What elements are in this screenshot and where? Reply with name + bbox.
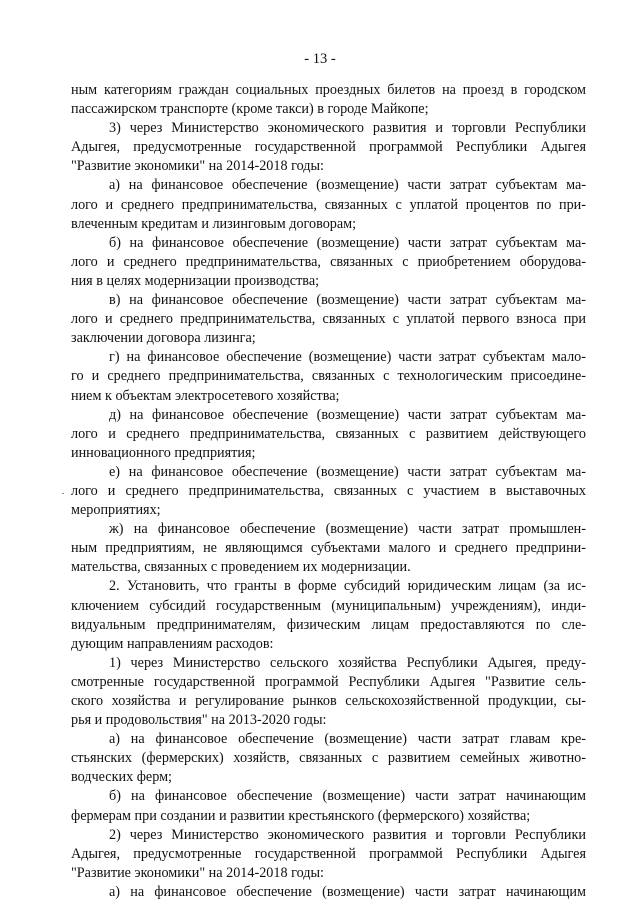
text-line: б) на финансовое обеспечение (возмещение) части затрат начинающим [109, 788, 586, 805]
text-line: ния в целях модернизации производства; [71, 272, 320, 289]
text-line: лого и среднего предпринимательства, связанных с участием в выставочных [71, 482, 586, 499]
text-line: в) на финансовое обеспечение (возмещение) части затрат субъектам ма- [109, 292, 586, 309]
text-line: видуальным предпринимателям, физическим лицам предоставляются по сле- [71, 616, 586, 633]
text-line: "Развитие экономики" на 2014-2018 годы: [71, 158, 324, 175]
text-line: ным категориям граждан социальных проездных билетов на проезд в городском [71, 82, 586, 98]
text-line: Адыгея, предусмотренные государственной программой Республики Адыгея [71, 845, 586, 862]
text-line: го и среднего предпринимательства, связанных с технологическим присоедине- [71, 368, 586, 385]
text-line: ным предприятиям, не являющимся субъектами малого и среднего предприни- [71, 540, 586, 557]
text-line: ж) на финансовое обеспечение (возмещение) части затрат промышлен- [109, 521, 586, 538]
text-line: лого и среднего предпринимательства, связанных с уплатой процентов по при- [71, 196, 586, 213]
text-line: дующим направлениям расходов: [71, 635, 274, 652]
text-line: заключении договора лизинга; [71, 330, 256, 347]
text-line: 1) через Министерство сельского хозяйства Республики Адыгея, преду- [109, 654, 586, 671]
text-line: влеченным кредитам и лизинговым договорам; [71, 215, 357, 232]
text-line: Адыгея, предусмотренные государственной программой Республики Адыгея [71, 139, 586, 156]
text-line: лого и среднего предпринимательства, связанных с уплатой первого взноса при [71, 311, 586, 328]
text-line: е) на финансовое обеспечение (возмещение) части затрат субъектам ма- [109, 463, 586, 480]
margin-mark [62, 493, 64, 494]
text-line: д) на финансовое обеспечение (возмещение) части затрат субъектам ма- [109, 406, 586, 423]
text-line: 2) через Министерство экономического развития и торговли Республики [109, 826, 586, 843]
text-line: мероприятиях; [71, 502, 161, 519]
text-line: г) на финансовое обеспечение (возмещение) части затрат субъектам мало- [109, 349, 586, 366]
text-line: б) на финансовое обеспечение (возмещение) части затрат субъектам ма- [109, 234, 586, 251]
text-line: нием к объектам электросетевого хозяйства; [71, 387, 340, 404]
text-line: стьянских (фермерских) хозяйств, связанных с развитием семейных животно- [71, 750, 586, 767]
text-line: рья и продовольствия" на 2013-2020 годы: [71, 712, 327, 729]
text-line: смотренные государственной программой Республики Адыгея "Развитие сель- [71, 673, 586, 690]
text-line: ского хозяйства и регулирование рынков сельскохозяйственной продукции, сы- [71, 693, 586, 709]
text-line: водческих ферм; [71, 769, 173, 786]
text-line: а) на финансовое обеспечение (возмещение) части затрат главам кре- [109, 731, 586, 748]
text-line: а) на финансовое обеспечение (возмещение) части затрат начинающим [109, 883, 586, 900]
text-line: лого и среднего предпринимательства, связанных с развитием действующего [71, 425, 586, 442]
text-line: 2. Установить, что гранты в форме субсидий юридическим лицам (за ис- [109, 578, 586, 595]
text-line: фермерам при создании и развитии крестьянского (фермерского) хозяйства; [71, 807, 531, 824]
text-line: пассажирском транспорте (кроме такси) в городе Майкопе; [71, 101, 429, 118]
text-line: мательства, связанных с проведением их модернизации. [71, 559, 411, 576]
page-number: - 13 - [304, 51, 336, 67]
text-line: ключением субсидий государственным (муниципальным) учреждениям), инди- [71, 597, 586, 614]
document-body [71, 81, 586, 902]
text-line: инновационного предприятия; [71, 444, 256, 461]
text-line: "Развитие экономики" на 2014-2018 годы: [71, 864, 324, 881]
text-line: а) на финансовое обеспечение (возмещение) части затрат субъектам ма- [109, 177, 586, 194]
text-line: лого и среднего предпринимательства, связанных с приобретением оборудова- [71, 253, 586, 270]
text-line: 3) через Министерство экономического развития и торговли Республики [109, 120, 586, 137]
